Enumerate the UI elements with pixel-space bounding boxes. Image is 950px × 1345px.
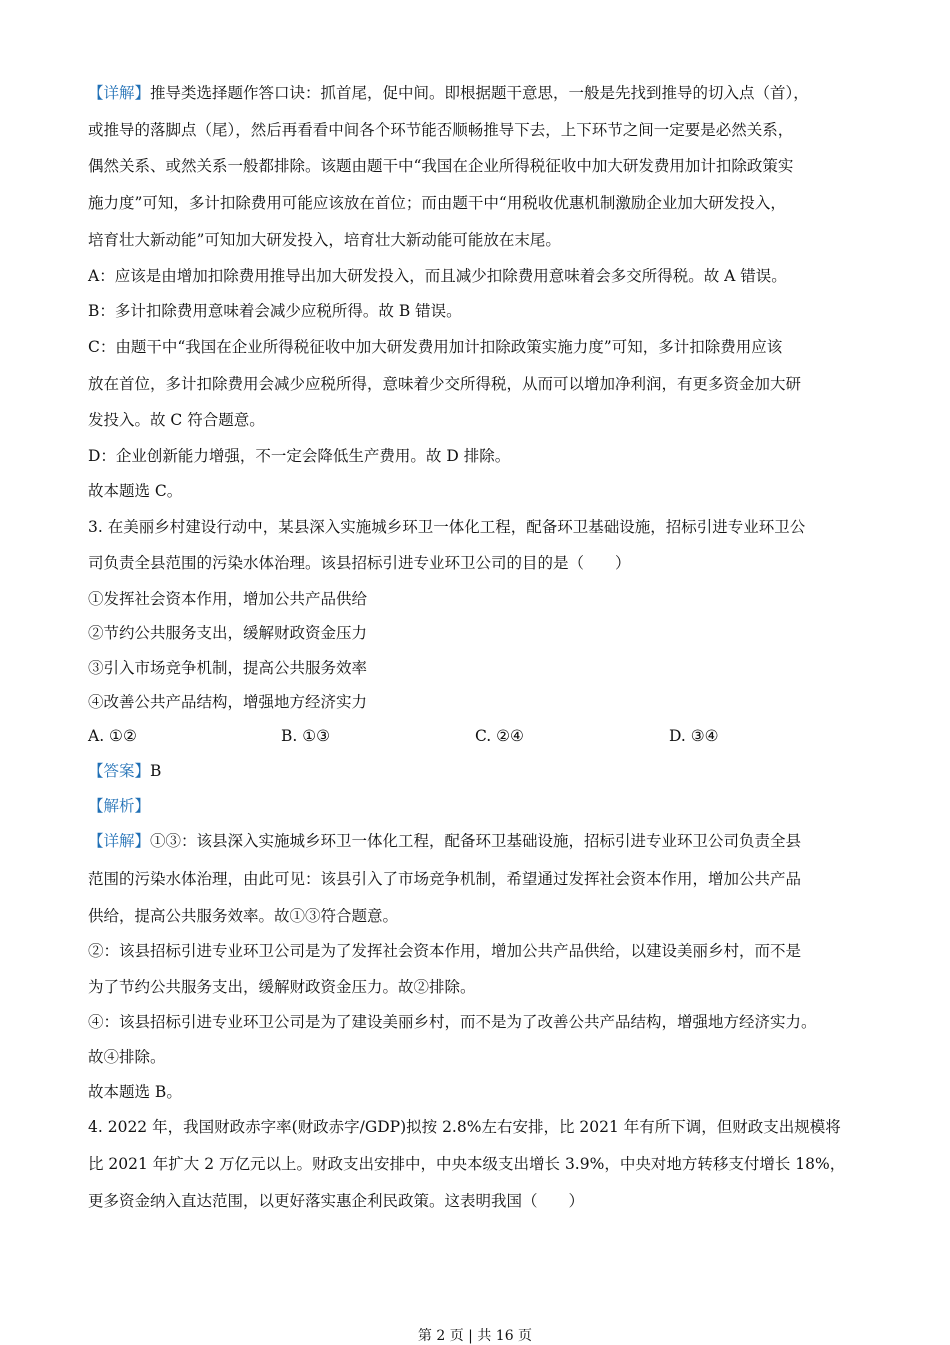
q3-statement-1: ①发挥社会资本作用，增加公共产品供给 [88,590,368,608]
q3-analysis-heading [88,796,150,816]
q3-option-a: A. ①② [88,727,137,745]
q2-detail-line-3: 偶然关系、或然关系一般都排除。该题由题干中“我国在企业所得税征收中加大研发费用加计扣除政策实 [88,157,794,175]
q3-detail-line-1: 【详解】①③：该县深入实施城乡环卫一体化工程，配备环卫基础设施，招标引进专业环卫公司负责全县 [88,832,802,850]
q4-stem-line-1: 4. 2022 年，我国财政赤字率(财政赤字/GDP)拟按 2.8%左右安排，比 2021 年有所下调，但财政支出规模将 [88,1118,841,1136]
q3-detail-line-3: 供给，提高公共服务效率。故①③符合题意。 [88,907,399,925]
q3-statement-2: ②节约公共服务支出，缓解财政资金压力 [88,624,368,642]
q3-detail-line-6: ④：该县招标引进专业环卫公司是为了建设美丽乡村，而不是为了改善公共产品结构，增强地方经济实力。 [88,1013,817,1031]
q2-detail-line-1: 【详解】推导类选择题作答口诀：抓首尾，促中间。即根据题干意思，一般是先找到推导的切入点（首）， [88,84,809,102]
q2-option-c-analysis-2: 放在首位，多计扣除费用会减少应税所得，意味着少交所得税，从而可以增加净利润，有更多资金加大研 [88,375,802,393]
q2-detail-line-2: 或推导的落脚点（尾），然后再看看中间各个环节能否顺畅推导下去，上下环节之间一定要是必然关系， [88,121,794,139]
q3-option-c: C. ②④ [475,727,524,745]
q2-option-c-analysis-1: C：由题干中“我国在企业所得税征收中加大研发费用加计扣除政策实施力度”可知，多计扣除费用应该 [88,338,783,356]
q2-detail-line-4: 施力度”可知，多计扣除费用可能应该放在首位；而由题干中“用税收优惠机制激励企业加大研发投入， [88,194,786,212]
q3-detail-line-5: 为了节约公共服务支出，缓解财政资金压力。故②排除。 [88,978,476,996]
q3-stem-line-1: 3. 在美丽乡村建设行动中，某县深入实施城乡环卫一体化工程，配备环卫基础设施，招标引进专业环卫公 [88,518,806,536]
q3-detail-line-2: 范围的污染水体治理，由此可见：该县引入了市场竞争机制，希望通过发挥社会资本作用，增加公共产品 [88,870,802,888]
q3-statement-4: ④改善公共产品结构，增强地方经济实力 [88,693,368,711]
q4-stem-line-2: 比 2021 年扩大 2 万亿元以上。财政支出安排中，中央本级支出增长 3.9%，中央对地方转移支付增长 18%， [88,1155,846,1173]
q3-stem-line-2: 司负责全县范围的污染水体治理。该县招标引进专业环卫公司的目的是（ ） [88,554,631,572]
page-footer: 第 2 页 | 共 16 页 [417,1328,533,1344]
answer-value: B [150,762,162,780]
q2-conclusion: 故本题选 C。 [88,482,183,500]
q3-answer [88,761,161,781]
q4-stem-line-3: 更多资金纳入直达范围，以更好落实惠企利民政策。这表明我国（ ） [88,1192,585,1210]
answer-tag: 【答案】 [88,762,151,780]
q2-option-a-analysis: A：应该是由增加扣除费用推导出加大研发投入，而且减少扣除费用意味着会多交所得税。故 A 错误。 [88,267,787,285]
q2-option-d-analysis: D：企业创新能力增强，不一定会降低生产费用。故 D 排除。 [88,447,511,465]
q2-option-c-analysis-3: 发投入。故 C 符合题意。 [88,411,265,429]
q3-conclusion: 故本题选 B。 [88,1083,182,1101]
q3-statement-3: ③引入市场竞争机制，提高公共服务效率 [88,659,368,677]
q3-detail-line-4: ②：该县招标引进专业环卫公司是为了发挥社会资本作用，增加公共产品供给，以建设美丽乡村，而不是 [88,942,802,960]
q3-option-d: D. ③④ [669,727,719,745]
q2-detail-line-5: 培育壮大新动能”可知加大研发投入，培育壮大新动能可能放在末尾。 [88,231,561,249]
analysis-tag: 【解析】 [88,797,151,815]
q3-detail-line-7: 故④排除。 [88,1048,166,1066]
q3-option-b: B. ①③ [281,727,331,745]
detail-tag: 【详解】 [88,84,151,102]
detail-tag: 【详解】 [88,832,151,850]
q2-option-b-analysis: B：多计扣除费用意味着会减少应税所得。故 B 错误。 [88,302,462,320]
